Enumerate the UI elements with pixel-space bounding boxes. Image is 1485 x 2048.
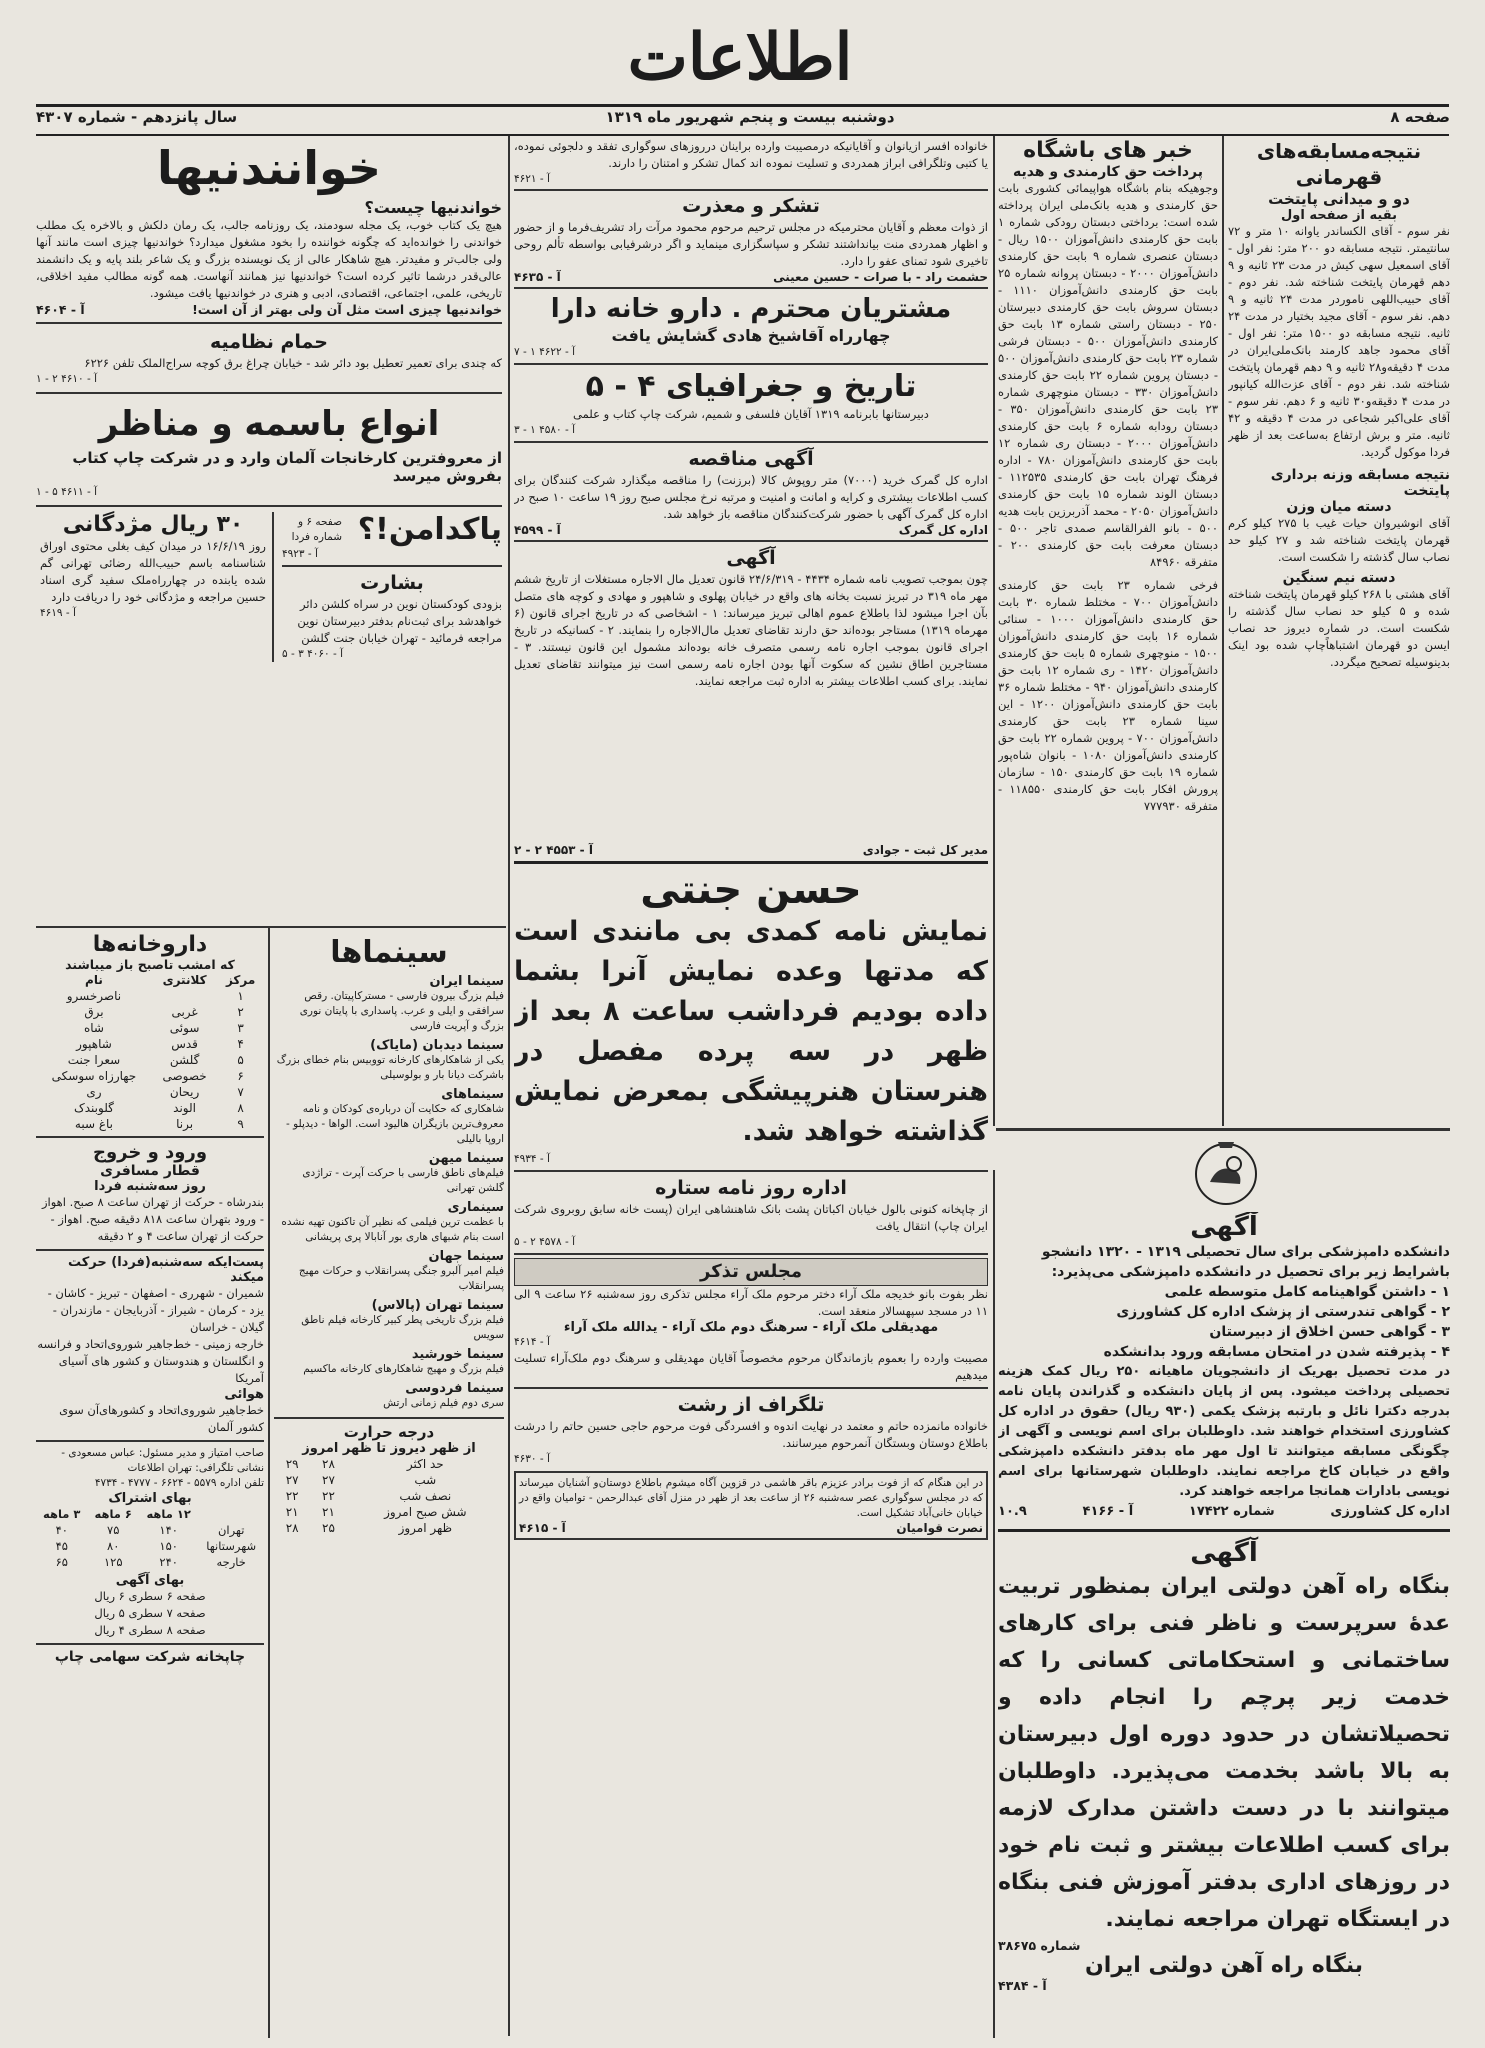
table-row — [36, 1036, 264, 1052]
airmail-body: خط‌جاهیر شوروی‌اتحاد و کشورهای‌آن سوی کشور آلمان — [59, 1403, 264, 1434]
cinema-name: سینما میهن — [428, 1151, 504, 1166]
separator — [998, 1529, 1450, 1532]
cinema-name: سینماهای — [441, 1087, 504, 1102]
ads-price-row: صفحه ۷ سطری ۵ ریال — [94, 1606, 206, 1620]
clean-code: آ - ۴۹۲۳ — [282, 548, 318, 560]
separator — [282, 565, 502, 567]
telegram-title: تلگراف از رشت — [677, 1394, 825, 1416]
table-row — [36, 1020, 264, 1036]
heavy-body: آقای هشتی با ۲۶۸ کیلو قهرمان پایتخت شناخته شده و ۵ کیلو حد نصاب سال گذشته را شکست است. در شماره دیروز حد نصاب ایسن دو قهرمان اشتباهاً‌چاپ شده بود اینک بدینوسیله تصحیح میگردد. — [1228, 587, 1450, 669]
cinema-name: سینما دیدبان (مایاک) — [370, 1038, 504, 1053]
tender-signature: اداره کل گمرک — [898, 523, 988, 537]
cell: ری — [86, 1085, 102, 1099]
final-notice-code: آ - ۴۶۱۵ — [519, 1521, 566, 1535]
ads-price-row: صفحه ۶ سطری ۶ ریال — [94, 1589, 206, 1603]
table-row — [274, 1472, 504, 1488]
railway-code: آ - ۴۳۸۴ — [998, 1978, 1047, 1993]
cinema-name: سینماری — [447, 1200, 504, 1215]
cell: خارجه — [216, 1555, 246, 1569]
pharmacies-table — [36, 972, 264, 1132]
college-item: ۱ - داشتن گواهینامه کامل متوسطه علمی — [1164, 1284, 1450, 1300]
cinema-list — [274, 974, 504, 1411]
small-ads-row — [36, 512, 502, 662]
clean-title: پاکدامن!؟ — [357, 512, 502, 547]
contest-body: نفر سوم - آقای الکساندر یاوانه ۱۰ متر و ۷۲ سانتیمتر. نتیجه مسابقه دو ۲۰۰ متر: نفر اول - آقای اسمعیل سهی کیش در مدت ۲۳ ثانیه و ۹ دهم قهرمان پایتخت شناخته شد. نفر دوم - آقای حبیب‌اللهی ناموردر مدت ۲۴ ثانیه و ۹ دهم. نفر سوم - آقای مجید بختیار در مدت ۲۴ ثانیه. نتیجه مسابقه دو ۱۵۰۰ متر: نفر اول - آقای محمود جاهد کارمند بانک‌ملی‌ایران در مدت ۴ دقیقه‌و۲۸ ثانیه و ۹ دهم قهرمان پایتخت شناخته شد. نفر دوم - آقای عزت‌الله کیانپور در مدت ۴ دقیقه‌و۳۰ ثانیه و ۶ دهم. نفر سوم - آقای علی‌اکبر شجاعی در مدت ۴ دقیقه و ۴۲ ثانیه. متر و برش ارتفاع به‌ساعت بعد از ظهر فردا موکول گردید. — [1228, 224, 1450, 459]
cell: جهارزاه سوسکی — [51, 1069, 137, 1083]
cinema-item — [274, 1249, 504, 1294]
separator — [36, 392, 502, 394]
readers-code: آ - ۴۶۰۴ — [36, 302, 85, 317]
cell: ۸ — [237, 1101, 244, 1115]
cinema-column — [274, 932, 504, 2032]
table-row — [36, 988, 264, 1004]
weight-title: نتیجه مسابقه وزنه برداری پایتخت — [1270, 467, 1450, 499]
college-item: ۴ - پذیرفته شدن در امتحان مسابقه ورود بدانشکده — [1103, 1344, 1450, 1360]
cinema-item — [274, 1087, 504, 1147]
trains-subtitle: قطار مسافری — [100, 1163, 200, 1179]
cinema-text: با عظمت ترین فیلمی که نظیر آن تاکنون تهیه نشده است بنام شبهای هاری بور آنابالا پری پریشانی — [281, 1216, 504, 1243]
table-row — [36, 1522, 264, 1538]
contest-continued: بقیه از صفحه اول — [1281, 208, 1397, 223]
cell: غربی — [171, 1005, 198, 1019]
thanks-code: آ - ۴۶۳۵ — [514, 270, 561, 284]
college-item: ۲ - گواهی تندرستی از پزشک اداره کل کشاورزی — [1116, 1304, 1450, 1320]
college-ad-title: آگهی — [1190, 1212, 1258, 1242]
table-row — [274, 1504, 504, 1520]
club-body: وجوهیکه بنام باشگاه هواپیمائی کشوری بابت حق کارمندی و هدیه بانک‌ملی ایران پرداخته شده است: برداختی دبستان رودکی شماره ۱ بابت حق کارمندی دانش‌آموزان ۱۵۰۰ ریال - دبستان عنصری شماره ۹ بابت حق کارمندی دانش‌آموزان ۲۰۰۰ - دبستان پروانه شماره ۲۵ بابت حق کارمندی دانش‌آموزان ۱۱۱۰ - دبستان سروش بابت حق کارمندی دبیرستان ۲۵۰ - دبستان راستی شماره ۱۳ بابت حق کارمندی دانش‌آموزان ۵۰۰ - دبستان فرشی شماره ۲۳ بابت حق کارمندی دانش‌آموزان ۵۰۰ - دبستان پروین شماره ۲۲ بابت حق کارمندی دانش‌آموزان ۳۳۰ - دبستان منوچهری شماره ۲۳ بابت حق کارمندی دانش‌آموزان ۳۵۰ - دبستان رودابه شماره ۶ بابت حق کارمندی دانش‌آموزان ۲۰۰۰ - دبستان ری شماره ۱۲ بابت حق کارمندی دانش‌آموزان ۷۸۰ - اداره فرهنگ تهران بابت حق کارمندی ۱۱۲۵۳۵ - دبستان الوند شماره ۱۵ بابت حق کارمندی دانش‌آموزان ۲۰۵۰ - محمد آذربرزین بابت هدیه ۵۰۰ - بانو الفرالقاسم صمدی تاجر ۵۰۰ - دبستان معرفت بابت حق کارمندی ۲۰۰ - متفرقه ۸۴۹۶۰ — [998, 181, 1218, 569]
readers-question: خواندنیها چیست؟ — [364, 198, 502, 217]
temperature-title: درجه حرارت — [343, 1423, 435, 1441]
cinema-text: یکی از شاهکارهای کارخانه تووبیس بنام خطای بزرگ باشرکت دیانا بار و بولوسیلی — [276, 1054, 504, 1081]
memorial-body: نظر بفوت بانو خدیجه ملک آراء دختر مرحوم ملک آراء مجلس تذکری روز سه‌شنبه ۲۶ ساعت ۹ الی ۱۱ در مسجد سپهسالار منعقد است. — [514, 1287, 988, 1318]
temp-value: ۲۷ — [322, 1473, 335, 1487]
cinema-text: فیلم بزرگ و مهیج شاهکارهای کارخانه ماکسیم — [303, 1363, 504, 1375]
col-divider — [993, 1170, 995, 2038]
left-top-section — [36, 138, 502, 928]
cinema-item — [274, 1347, 504, 1377]
thanks-title: تشکر و معذرت — [682, 195, 820, 217]
star-code: آ - ۴۵۷۸ ۲ - ۵ — [514, 1236, 576, 1248]
temp-value: ۲۱ — [285, 1505, 299, 1519]
cell: ۲ — [237, 1005, 244, 1019]
printer-credit: چاپخانه شرکت سهامی چاپ — [54, 1649, 246, 1665]
cell: ۱۴۰ — [159, 1523, 178, 1537]
prints-body: از معروفترین کارخانجات آلمان وارد و در شرکت چاپ کتاب بفروش میرسد — [72, 449, 502, 485]
clean-ad — [282, 512, 502, 662]
college-item: ۳ - گواهی حسن اخلاق از دبیرستان — [1209, 1324, 1450, 1340]
cell: خصوصی — [162, 1069, 207, 1083]
temp-label: ظهر امروز — [398, 1521, 453, 1535]
cinema-name: سینما ایران — [429, 974, 504, 989]
heavy-title: دسته نیم سنگین — [1282, 570, 1396, 586]
temp-label: نصف شب — [399, 1489, 452, 1503]
cell: تهران — [217, 1523, 245, 1537]
cinema-text: شاهکاری که حکایت آن درباره‌ی کودکان و نامه معروف‌ترین بازیگران هالیود است. الواها - دیدپلو - اروپا بالیلی — [285, 1103, 504, 1145]
registry-footer — [514, 843, 988, 857]
table-header — [36, 972, 264, 988]
separator — [36, 322, 502, 324]
railway-ad-title: آگهی — [1190, 1538, 1258, 1568]
cinema-name: سینما خورشید — [411, 1347, 504, 1362]
final-notice-box — [514, 1471, 988, 1540]
memorial-code: آ - ۴۶۱۴ — [514, 1336, 550, 1348]
separator — [36, 1136, 264, 1138]
col-divider — [508, 136, 510, 2036]
services-column — [36, 932, 264, 2032]
club-news-column — [998, 138, 1218, 1128]
col-header: ۳ ماهه — [43, 1507, 81, 1521]
cinema-text: فیلم‌ امیر آلبرو جنگی پسرانقلاب و حرکات مهیج پسرانقلاب — [298, 1265, 504, 1292]
telegram-body: خانواده مانمزده حاتم و معتمد در نهایت اندوه و افسردگی فوت مرحوم حاجی حسین حاتم را درشت باطلاع دوستان وبستگان آنمرحوم میرسانند. — [514, 1419, 988, 1450]
reward-ad — [40, 512, 274, 662]
separator — [274, 1417, 504, 1419]
cell: شاه — [83, 1021, 104, 1035]
cell: ۷۵ — [107, 1523, 120, 1537]
temp-value: ۲۲ — [322, 1489, 335, 1503]
ads-price-row: صفحه ۸ سطری ۴ ریال — [94, 1623, 206, 1637]
cell: گلوبندک — [74, 1101, 114, 1115]
telegram-code: آ - ۴۶۳۰ — [514, 1453, 550, 1465]
col-divider — [1222, 136, 1224, 1126]
club-subtitle: پرداخت حق کارمندی و هدیه — [1012, 164, 1204, 180]
table-row — [36, 1116, 264, 1132]
cinema-item — [274, 1298, 504, 1343]
table-row — [274, 1456, 504, 1472]
cinema-text: فیلم بزرگ بیرون فارسی - مسترکاپیتان. رقص سرافقی و ایلی و عرب. پاسداری با پایتان نوری بزرگ و آپریت فارسی — [299, 990, 504, 1032]
railway-ad-body: بنگاه راه آهن دولتی ایران بمنظور تربیت عدهٔ سرپرست و ناظر فنی برای کارهای ساختمانی و استحکاماتی کسانی را که خدمت زیر پرچم را انجام داده و تحصیلاتشان در حدود دوره اول دبیرستان به بالا باشد بخدمت می‌پذیرد. داوطلبان میتوانند با در دست داشتن مدارک لازمه برای کسب اطلاعات بیشتر و ثبت نام خود در روزهای اداری بدفتر آموزش فنی بنگاه در ایستگاه تهران مراجعه نمایند. — [998, 1574, 1450, 1932]
col-divider — [993, 136, 995, 1126]
prints-title: انواع باسمه و مناظر — [98, 404, 440, 444]
cinema-name: سینما جهان — [428, 1249, 504, 1264]
emblem-icon — [1188, 1134, 1264, 1210]
masthead: اطلاعات — [627, 20, 853, 95]
cell: ۳ — [237, 1021, 244, 1035]
registry-notice-body: چون بموجب تصویب نامه شماره ۴۴۳۴ - ۲۴/۶/۳۱۹ قانون تعدیل مال الاجاره مستغلات از تاریخ ششم مهر ماه ۳۱۹ در تبریز نسبت بخانه های واقع در خیابان پهلوی و شاهپور و مهادی و کوچه های متصل بآن اجرا میشود لذا باطلاع عموم اهالی تبریز میرساند: ۱ - اشخاصی که در تاریخ اجرای قانون (۶ مهرماه ۱۳۱۹) مستاجر بوده‌اند حق دارند تقاضای تعدیل مال‌الاجاره را بنمایند. ۲ - کسانیکه در تاریخ اجرای قانون بموجب اجاره نامه رسمی متصرف خانه بوده‌اند مشمول این قانون نیستند. ۳ - مستاجرین اطاق نشین که سکوت آنها بودن اجاره نامه رسمی است نیز میتوانند تقاضای تعدیل نمایند. برای کسب اطلاعات بیشتر به اداره ثبت مراجعه نمایند. — [514, 572, 988, 688]
contest-title: نتیجه‌مسابقه‌های قهرمانی — [1256, 139, 1422, 189]
weight-subtitle: دسته میان وزن — [1286, 499, 1392, 515]
temp-label: حد اکثر — [406, 1457, 444, 1471]
glad-body: بزودی کودکستان نوین در سراه کلشن دائر خواهدشد برای ثبت‌نام بدفتر دبیرستان نوین مراجعه فرمائید - تهران خیابان جنت گلشن — [297, 597, 502, 645]
memorial-title: مجلس تذکر — [514, 1258, 988, 1286]
trains-body: بندرشاه - حرکت از تهران ساعت ۸ صبح. اهواز - ورود بتهران ساعت ۸۱۸ دقیقه صبح. اهواز - حرکت از تهران ساعت ۴ و ۲ دقیقه — [41, 1195, 264, 1243]
table-row — [36, 1004, 264, 1020]
final-notice-signature: نصرت قوامیان — [896, 1521, 983, 1535]
star-title: اداره روز نامه ستاره — [655, 1177, 847, 1199]
cell: الوند — [173, 1101, 196, 1115]
separator — [514, 861, 988, 864]
thanks-body: از ذوات معظم و آقایان محترمیکه در مجلس ترحیم مرحوم محمود مرآت راد تشریف‌فرما و از حضور و اظهار همدردی منت بیانداشتند تشکر و سپاسگزاری مینماید و اگر درشرفیابی بواسطه تألم روحی تاخیری شود تمنای عفو را دارد. — [514, 220, 988, 268]
separator — [514, 540, 988, 542]
separator — [36, 505, 502, 507]
header-rule-bottom — [36, 134, 1449, 136]
cell — [152, 988, 217, 1004]
col-divider — [268, 928, 270, 2038]
readers-body: هیچ یک کتاب خوب، یک مجله سودمند، یک روزنامه جالب، یک رمان دلکش و بالاخره یک مطلب خواندنی را خوانده‌اید که چگونه خواننده را بخود مشغول میدارد؟ خواندنیها چیزی است مانند آنها ولی جالب‌تر و مفیدتر. هیچ شاهکار عالی از یک نویسنده بزرگ و یک شاعر بلند پایه و یک دانشمند عالی‌قدر درشما تاثیر کرده است؟ خواندنیها نیز همانند آنهاست. همه گونه مطالب مفید اخلاقی، تاریخی، علمی، اجتماعی، اقتصادی، ادبی و هنری در خواندنیها یافت میشود. — [36, 218, 502, 300]
cell: ۸۰ — [107, 1539, 120, 1553]
cell: شاهپور — [76, 1037, 112, 1051]
separator — [514, 1253, 988, 1255]
table-row — [36, 1100, 264, 1116]
club-body-2: فرخی شماره ۲۳ بابت حق کارمندی دانش‌آموزان ۷۰۰ - مختلط شماره ۳۰ بابت حق کارمندی دانش‌آموزان ۱۰۰۰ - سنائی شماره ۱۶ بابت حق کارمندی دانش‌آموزان ۱۵۰۰ - منوچهری شماره ۵ بابت حق کارمندی دانش‌آموزان ۱۴۲۰ - ری شماره ۱۲ بابت حق کارمندی دانش‌آموزان ۹۴۰ - مختلط شماره ۳۶ بابت حق کارمندی دانش‌آموزان ۱۲۰۰ - این سینا شماره ۲۳ بابت حق کارمندی دانش‌آموزان ۷۰۰ - پروین شماره ۲۲ بابت حق کارمندی دانش‌آموزان ۱۰۸۰ - بانوان شاه‌پور شماره ۱۹ بابت حق کارمندی ۱۵۰ - سازمان پرورش افکار بابت حق کارمندی ۱۱۸۵۵۰ - متفرقه ۷۷۷۹۳۰ — [998, 578, 1218, 813]
temp-label: شب — [414, 1473, 437, 1487]
table-row — [36, 1068, 264, 1084]
tender-title: آگهی مناقصه — [688, 448, 814, 470]
cell: سعرا جنت — [67, 1053, 121, 1067]
readers-footer — [36, 302, 502, 317]
temperature-table — [274, 1456, 504, 1536]
star-body: از چاپخانه کنونی بالول خیابان اکباتان پشت بانک شاهنشاهی ایران (پست خانه سابق روبروی شرکت ایران چاپ) انتقال یافت — [514, 1202, 988, 1233]
temp-value: ۲۸ — [285, 1521, 299, 1535]
table-row — [36, 1084, 264, 1100]
col-header — [198, 1506, 264, 1522]
cell: باغ سبه — [74, 1117, 113, 1131]
mourning-notice: خانواده افسر ازیانوان و آقایانیکه درمصیبت وارده براینان درروزهای سوگواری تفقد و دلجوئی نموده، یا کتبی وتلگرافی ابراز همدردی و تسلیت نموده اند کمال تشکر و امتنان را دارند. — [514, 139, 988, 170]
post-title: پست‌ایکه سه‌شنبه(فردا) حرکت میکند — [67, 1255, 264, 1285]
publisher-phone: تلفن اداره ۵۵۷۹ - ۶۶۲۴ - ۴۷۷۷ - ۴۷۳۴ — [94, 1477, 264, 1489]
reward-code: آ - ۴۶۱۹ — [40, 607, 76, 619]
year-issue: سال پانزدهم - شماره ۴۳۰۷ — [36, 108, 238, 126]
cell: ۹ — [237, 1117, 244, 1131]
table-header — [36, 1506, 264, 1522]
table-row — [36, 1052, 264, 1068]
geography-body: دبیرستانها بابرنامه ۱۳۱۹ آقایان فلسفی و شمیم، شرکت چاپ کتاب و علمی — [573, 407, 929, 421]
col-header: نام — [85, 973, 103, 987]
separator — [514, 189, 988, 191]
registry-signature: مدیر کل ثبت - جوادی — [862, 843, 988, 857]
railway-number: شماره ۳۸۶۷۵ — [998, 1938, 1081, 1953]
separator — [514, 1170, 988, 1172]
cinema-title: سینماها — [330, 935, 448, 970]
col-header: ۶ ماهه — [94, 1507, 132, 1521]
cell: ۷ — [237, 1085, 244, 1099]
cinema-item — [274, 1381, 504, 1411]
geography-title: تاریخ و جغرافیای ۴ - ۵ — [585, 369, 917, 404]
contest-subtitle: دو و میدانی پایتخت — [1268, 190, 1410, 208]
college-signature: اداره کل کشاورزی — [1330, 1504, 1450, 1519]
header-rule-top — [36, 104, 1449, 107]
separator — [36, 926, 506, 928]
trains-title: ورود و خروج — [92, 1142, 208, 1163]
pharmacies-title: داروخانه‌ها — [92, 932, 208, 957]
cinema-text: سری دوم فیلم زمانی ارتش — [383, 1397, 504, 1409]
pharmacy-ad-code: آ - ۴۶۲۲ ۱ - ۷ — [514, 346, 576, 358]
pharmacy-ad-title: مشتریان محترم . دارو خانه دارا — [550, 294, 952, 324]
separator — [36, 1643, 264, 1645]
airmail-title: هوائی — [224, 1387, 264, 1402]
cinema-item — [274, 1200, 504, 1245]
bath-code: آ - ۴۶۱۰ ۲ - ۱ — [36, 373, 98, 385]
thanks-signatories: حشمت راد - با صرات - حسین معینی — [773, 270, 988, 284]
cell: ۵ — [237, 1053, 244, 1067]
college-intro: دانشکده دامپزشکی برای سال تحصیلی ۱۳۱۹ - ۱۳۲۰ دانشجو باشرایط زیر برای تحصیل در دانشکده دامپزشکی می‌پذیرد: — [1041, 1244, 1450, 1280]
subscription-title: بهای اشتراک — [108, 1491, 192, 1506]
cell: سوئی — [169, 1021, 200, 1035]
issue-date: دوشنبه بیست و پنجم شهریور ماه ۱۳۱۹ — [605, 108, 895, 126]
cell: گلشن — [169, 1053, 200, 1067]
cinema-text: فیلم‌های ناطق فارسی با حرکت آپرت - تراژدی گلشن تهرانی — [302, 1167, 504, 1194]
prints-code: آ - ۴۶۱۱ ۵ - ۱ — [36, 486, 98, 498]
pharmacies-subtitle: که امشب تاصبح باز میباشند — [65, 957, 235, 972]
cell: قدس — [171, 1037, 198, 1051]
col-header: ۱۲ ماهه — [146, 1507, 191, 1521]
separator — [514, 441, 988, 443]
glad-code: آ - ۴۰۶۰ ۳ - ۵ — [282, 648, 344, 660]
temp-value: ۲۵ — [322, 1521, 335, 1535]
separator — [996, 1128, 1450, 1131]
temp-value: ۲۱ — [322, 1505, 335, 1519]
cell: ۱ — [237, 989, 244, 1003]
cinema-item — [274, 1151, 504, 1196]
theatre-code: آ - ۴۹۳۴ — [514, 1153, 550, 1165]
reward-title: ۳۰ ریال مژدگانی — [62, 512, 244, 537]
cell: ۴۰ — [55, 1523, 68, 1537]
page-number: صفحه ۸ — [1390, 108, 1450, 126]
cell: ۴۵ — [55, 1539, 68, 1553]
bath-body: که چندی برای تعمیر تعطیل بود دائر شد - خیابان چراغ برق کوچه سراج‌الملک تلفن ۶۲۲۶ — [84, 356, 502, 370]
theatre-name: حسن جنتی — [640, 867, 862, 913]
cell: ۱۲۵ — [103, 1555, 123, 1569]
subscription-table — [36, 1506, 264, 1570]
club-title: خبر های باشگاه — [1023, 138, 1193, 163]
college-date: ۱۰.۹ — [998, 1504, 1027, 1519]
pharmacy-ad-body: چهارراه آقاشیخ هادی گشایش یافت — [611, 326, 891, 345]
cell: برق — [84, 1005, 104, 1019]
cell: ریحان — [169, 1085, 200, 1099]
temp-value: ۲۲ — [285, 1489, 299, 1503]
separator — [514, 287, 988, 289]
cinema-name: سینما تهران (پالاس) — [371, 1298, 504, 1313]
weight-body: آقای انوشیروان حیات غیب با ۲۷۵ کیلو کرم قهرمان پایتخت شناخته شد و ۲۷ کیلو حد نصاب سال گذشته را شکست است. — [1228, 516, 1450, 564]
clean-side: صفحه ۶ و شماره فردا — [291, 515, 342, 543]
temp-value: ۲۹ — [285, 1457, 299, 1471]
college-code: آ - ۴۱۶۶ — [1082, 1504, 1134, 1519]
memorial-body-2: مصیبت وارده را بعموم بازماندگان مرحوم مخصوصاً آقایان مهدیقلی و سرهنگ دوم ملک‌آراء تسلیت میدهیم — [514, 1351, 988, 1382]
separator — [514, 1387, 988, 1389]
publisher-info: صاحب امتیاز و مدیر مسئول: عباس مسعودی - نشانی تلگرافی: تهران اطلاعات — [61, 1447, 264, 1474]
cell: شهرستانها — [206, 1539, 257, 1553]
post-foreign: خارجه زمینی - خط‌جاهیر شوروی‌اتحاد و فرانسه و انگلستان و هندوستان و کشور های آسیای آمریکا — [37, 1337, 264, 1385]
temperature-subtitle: از ظهر دیروز تا ظهر امروز — [302, 1441, 476, 1456]
thanks-footer — [514, 270, 988, 284]
college-footer — [998, 1504, 1450, 1519]
trains-day: روز سه‌شنبه فردا — [94, 1179, 206, 1194]
sports-column — [1228, 138, 1450, 1138]
cell: ۶۵ — [55, 1555, 68, 1569]
temp-label: شش صبح امروز — [384, 1505, 467, 1519]
temp-value: ۲۸ — [322, 1457, 335, 1471]
final-notice-body: در این هنگام که از فوت برادر عزیزم باقر هاشمی در قزوین آگاه میشوم باطلاع دوستان‌و آشنایان میرساند که در مجلس سوگواری عصر سه‌شنبه ۲۶ از ساعت بعد از ظهر در منزل آقای عبدالرحمن - توامیان واقع در خیابان خانی‌آباد تشکیل است. — [519, 1477, 984, 1519]
registry-notice-title: آگهی — [726, 547, 776, 569]
glad-title: بشارت — [360, 572, 424, 594]
clean-ad-head — [282, 512, 502, 547]
separator — [36, 1440, 264, 1442]
tender-footer — [514, 523, 988, 537]
college-body: در مدت تحصیل بهریک از دانشجویان ماهیانه ۲۵۰ ریال کمک هزینه تحصیلی پرداخت میشود. پس از پایان دانشکده و گذراندن پایان نامه بدرجه دکترا نائل و بارتبه پزشک یکمی (۹۳۰ ریال) حقوق در اداره کل کشاورزی استخدام خواهند شد. داوطلبان برای اسم نویسی و آگهی از چگونگی مسابقه میتوانند تا اول مهر ماه بدفتر دانشکده دامپزشکی واقع در خیابان کاخ مراجعه نمایند. داوطلبان شهرستانها برای اسم نویسی بادارات همانجا مراجعه خواهند کرد. — [998, 1364, 1450, 1499]
table-row — [274, 1488, 504, 1504]
right-bottom-ads — [998, 1212, 1450, 2034]
table-row — [36, 1554, 264, 1570]
tender-code: آ - ۴۵۹۹ — [514, 523, 561, 537]
temp-value: ۲۷ — [285, 1473, 299, 1487]
bath-title: حمام نظامیه — [210, 331, 328, 353]
cinema-text: فیلم بزرگ تاریخی پطر کبیر کارخانه فیلم ناطق سویس — [301, 1314, 504, 1341]
reward-body: روز ۱۶/۶/۱۹ در میدان کیف بغلی محتوی اوراق شناسنامه باسم حبیب‌الله رضائی تهرانی گم شده یابنده در چهارراه‌ملک سفید گری اسناد حسین مراجعه و مژدگانی خود را دریافت دارد — [40, 539, 266, 604]
geography-code: آ - ۴۵۸۰ ۱ - ۳ — [514, 424, 576, 436]
cell: برنا — [176, 1117, 194, 1131]
table-row — [36, 1538, 264, 1554]
cinema-item — [274, 1038, 504, 1083]
railway-signature: بنگاه راه آهن دولتی ایران — [1085, 1953, 1363, 1978]
cell: ۴ — [237, 1037, 244, 1051]
separator — [36, 1249, 264, 1251]
lion-sun-emblem — [1188, 1134, 1264, 1210]
ads-price-title: بهای آگهی — [115, 1573, 185, 1588]
registry-code: آ - ۴۵۵۳ ۲ - ۲ — [514, 843, 593, 857]
cell: ۲۴۰ — [159, 1555, 178, 1569]
cell: ۶ — [237, 1069, 244, 1083]
readers-ending: خواندنیها چیزی است مثل آن ولی بهتر از آن است! — [192, 302, 502, 317]
cinema-item — [274, 974, 504, 1034]
table-row — [274, 1520, 504, 1536]
readers-title: خوانندنیها — [156, 141, 382, 195]
final-notice-footer — [519, 1521, 983, 1535]
college-number: شماره ۱۷۴۲۲ — [1188, 1504, 1275, 1519]
cell: ۱۵۰ — [159, 1539, 178, 1553]
memorial-signatories: مهدیقلی ملک آراء - سرهنگ دوم ملک آراء - یدالله ملک آراء — [563, 1320, 939, 1335]
tender-body: اداره کل گمرک‌ خرید (۷۰۰۰) متر روپوش کالا (برزنت) را مناقصه میگذارد شرکت کنندگان برای کسب اطلاعات بیشتری و کرایه و امانت و امنیت و مرتبه نرخ مجلس صبح روز ۱۹ ساعت ۱۰ صبح در اداره کل‌ گمرک آگهی با حضور شرکت‌کنندگان مناقصه باز خواهد شد. — [514, 473, 988, 521]
post-body: شمیران - شهرری - اصفهان - تبریز - کاشان - یزد - کرمان - شیراز - آذربایجان - مازندران - گیلان - خراسان — [47, 1286, 264, 1334]
col-header: مرکز — [225, 973, 256, 987]
separator — [514, 363, 988, 365]
cell: ناصرخسرو — [66, 989, 122, 1003]
theatre-body: نمایش نامه کمدی بی مانندی است که مدتها وعده نمایش آنرا بشما داده بودیم فرداشب ساعت ۸ بعد از ظهر در سه پرده مفصل در هنرستان هنرپیشگی بمعرض نمایش گذاشته خواهد شد. — [514, 916, 988, 1147]
mourning-code: آ - ۴۶۲۱ — [514, 173, 550, 185]
center-column — [514, 138, 988, 2038]
col-header: کلانتری — [162, 973, 207, 987]
cinema-name: سینما فردوسی — [405, 1381, 504, 1396]
